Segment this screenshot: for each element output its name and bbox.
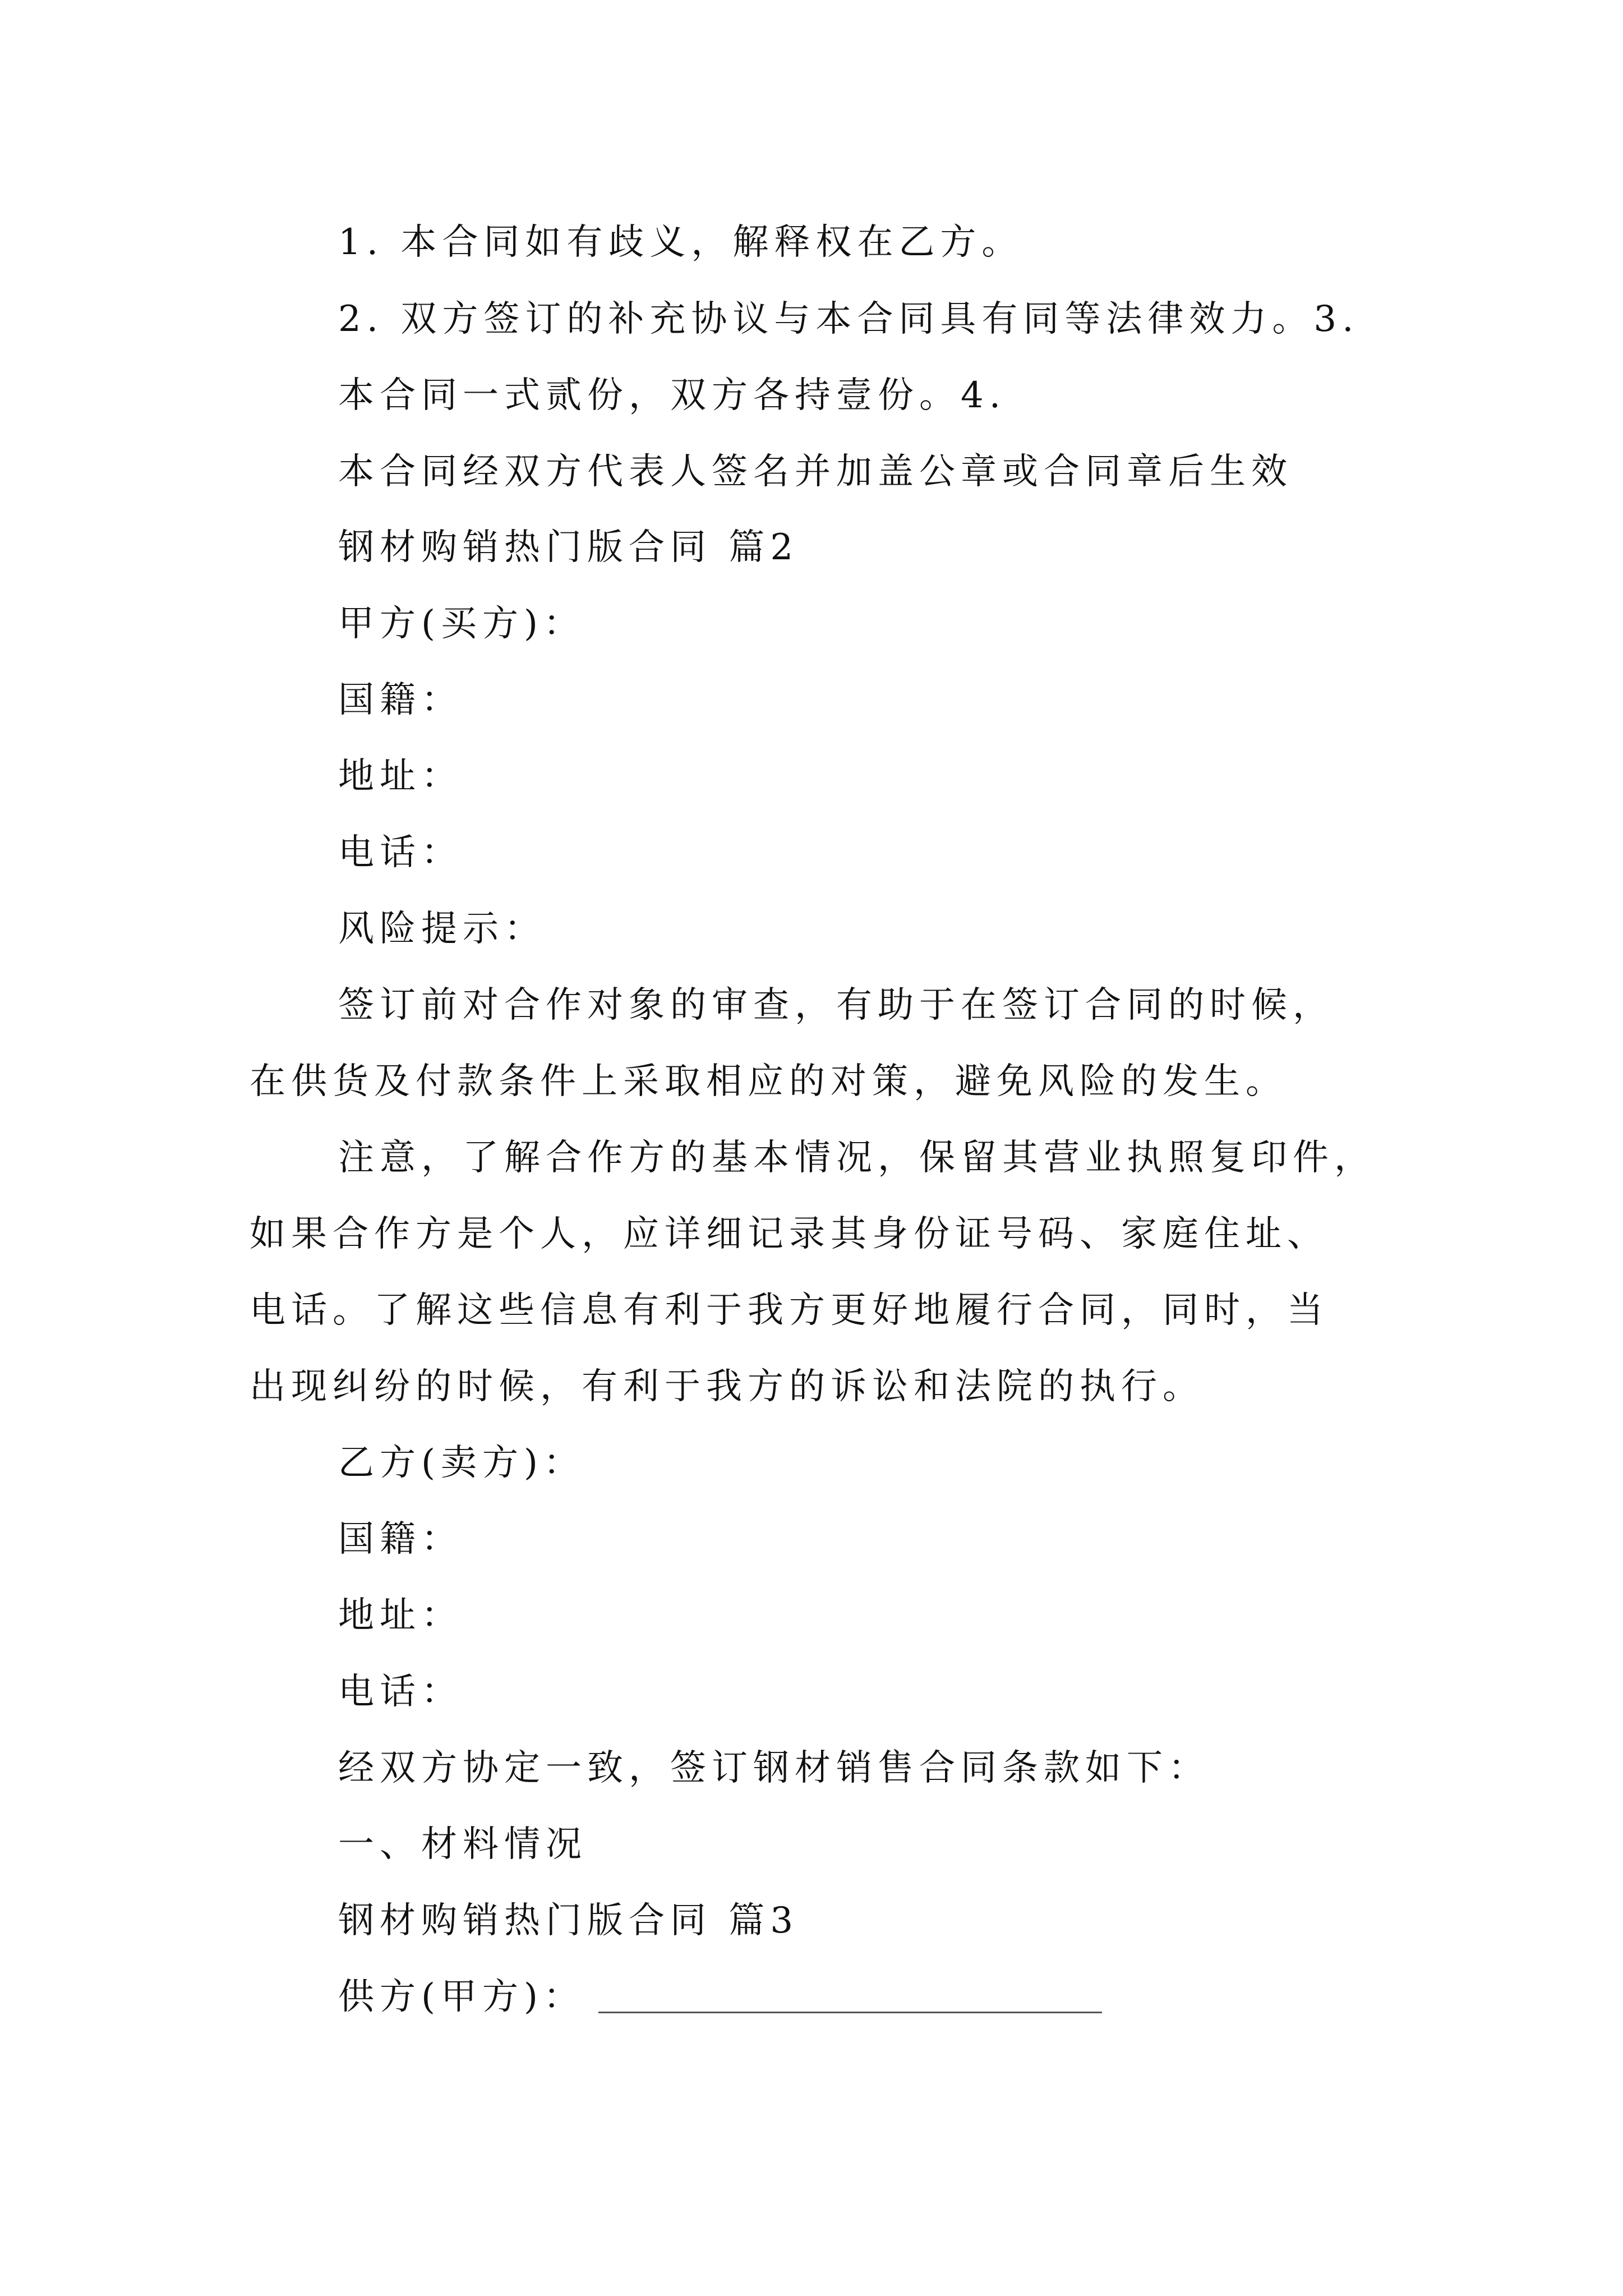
party-a-address: 地址：	[338, 756, 463, 797]
party-b-phone: 电话：	[338, 1671, 463, 1713]
notice-paragraph-cont-3: 出现纠纷的时候，有利于我方的诉讼和法院的执行。	[250, 1366, 1204, 1407]
agreement-intro: 经双方协定一致，签订钢材销售合同条款如下：	[338, 1747, 1210, 1789]
party-b-address: 地址：	[338, 1595, 463, 1636]
party-a-nationality: 国籍：	[338, 679, 463, 721]
party-a-label: 甲方(买方)：	[338, 603, 585, 645]
clause-interpretation: 1. 本合同如有歧义，解释权在乙方。	[338, 222, 1023, 263]
section-heading-2: 钢材购销热门版合同 篇2	[338, 527, 799, 568]
notice-paragraph-cont-2: 电话。了解这些信息有利于我方更好地履行合同，同时，当	[250, 1290, 1329, 1331]
supplier-line	[338, 1976, 1102, 2018]
supplier-label: 供方(甲方)：	[338, 1976, 585, 2018]
notice-paragraph: 注意，了解合作方的基本情况，保留其营业执照复印件，	[338, 1137, 1376, 1179]
section-heading-3: 钢材购销热门版合同 篇3	[338, 1900, 799, 1941]
clause-copies: 本合同一式贰份，双方各持壹份。4.	[338, 375, 1007, 416]
materials-heading: 一、材料情况	[338, 1824, 587, 1865]
risk-paragraph-1-cont: 在供货及付款条件上采取相应的对策，避免风险的发生。	[250, 1061, 1287, 1102]
party-b-nationality: 国籍：	[338, 1519, 463, 1560]
clause-supplement: 2. 双方签订的补充协议与本合同具有同等法律效力。3.	[338, 298, 1359, 340]
risk-paragraph-1: 签订前对合作对象的审查，有助于在签订合同的时候，	[338, 984, 1334, 1026]
notice-paragraph-cont-1: 如果合作方是个人，应详细记录其身份证号码、家庭住址、	[250, 1213, 1329, 1255]
risk-heading: 风险提示：	[338, 908, 546, 950]
supplier-blank-line	[598, 2012, 1102, 2013]
party-a-phone: 电话：	[338, 832, 463, 873]
party-b-label: 乙方(卖方)：	[338, 1442, 585, 1484]
clause-effective: 本合同经双方代表人签名并加盖公章或合同章后生效	[338, 451, 1293, 493]
